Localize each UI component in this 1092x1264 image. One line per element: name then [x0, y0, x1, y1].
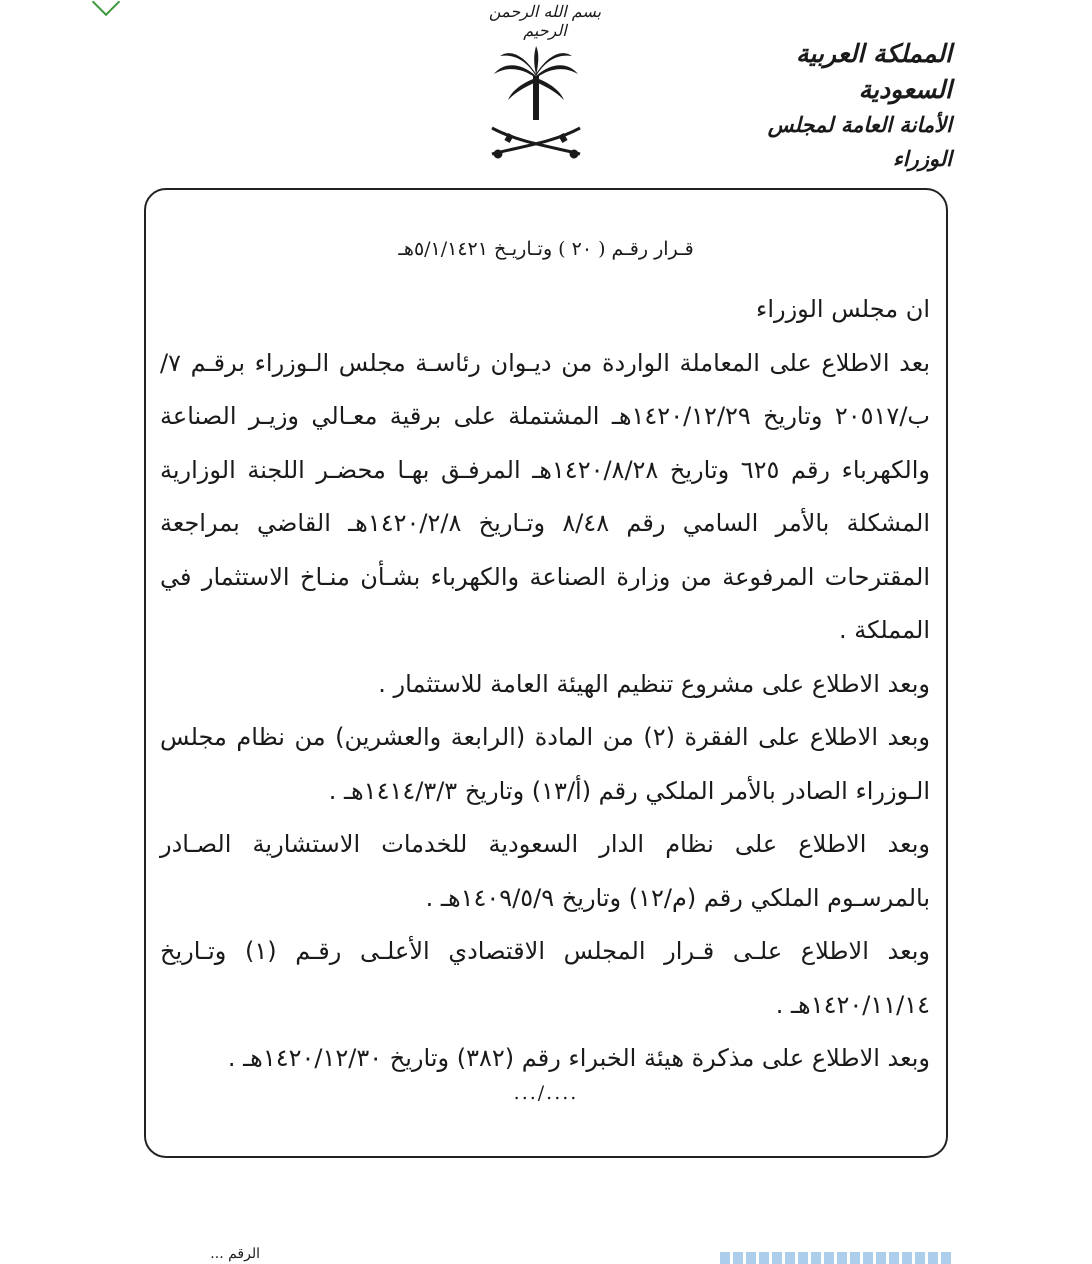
letterhead	[722, 36, 952, 176]
paragraph-opening: ان مجلس الوزراء	[756, 295, 930, 323]
corner-mark	[92, 0, 120, 16]
paragraph-investment-project: وبعد الاطلاع على مشروع تنظيم الهيئة العامة للاستثمار .	[378, 669, 930, 698]
basmala: بسم الله الرحمن الرحيم	[488, 2, 602, 40]
paragraph-council-system: وبعد الاطلاع على الفقرة (٢) من المادة (الرابعة والعشرين) من نظام مجلس الـوزراء الصادر بالأمر الملكي رقم (أ/١٣) وتاريخ ١٤١٤/٣/٣هـ .	[160, 723, 930, 805]
footer-stripe	[720, 1252, 952, 1264]
footer-left-text: الرقم ...	[210, 1246, 260, 1262]
country-name: المملكة العربية السعودية	[796, 39, 952, 104]
decision-title: قـرار رقـم ( ٢٠ ) وتـاريـخ ٥/١/١٤٢١هـ	[398, 238, 694, 260]
saudi-palm-swords-emblem-icon	[488, 46, 584, 164]
paragraph-transaction: بعد الاطلاع على المعاملة الواردة من ديـوان رئاسـة مجلس الـوزراء برقـم ٧/ب/٢٠٥١٧ وتاريخ ١٤٢٠/١٢/٢٩هـ المشتملة على برقية معـالي وزيـر الصناعة والكهرباء رقم ٦٢٥ وتاريخ ١٤٢٠/٨/٢٨هـ المرفـق بهـا محضـر اللجنة الوزارية المشكلة بالأمر السامي رقم ٨/٤٨ وتـاريخ ١٤٢٠/٢/٨هـ القاضي بمراجعة المقترحات المرفوعة من وزارة الصناعة والكهرباء بشـأن منـاخ الاستثمار في المملكة .	[160, 348, 930, 644]
paragraph-experts-memo: وبعد الاطلاع على مذكرة هيئة الخبراء رقم (٣٨٢) وتاريخ ١٤٢٠/١٢/٣٠هـ .	[227, 1044, 930, 1072]
paragraph-consulting-house: وبعد الاطلاع على نظام الدار السعودية للخدمات الاستشارية الصـادر بالمرسـوم الملكي رقم (م/١٢) وتاريخ ١٤٠٩/٥/٩هـ .	[160, 830, 930, 912]
department-name: الأمانة العامة لمجلس الوزراء	[767, 112, 952, 171]
paragraph-economic-council: وبعد الاطلاع علـى قـرار المجلس الاقتصادي الأعلـى رقـم (١) وتـاريخ ١٤٢٠/١١/١٤هـ .	[160, 937, 930, 1019]
continuation-mark: ..../...	[513, 1082, 579, 1104]
decision-body	[160, 283, 930, 1086]
